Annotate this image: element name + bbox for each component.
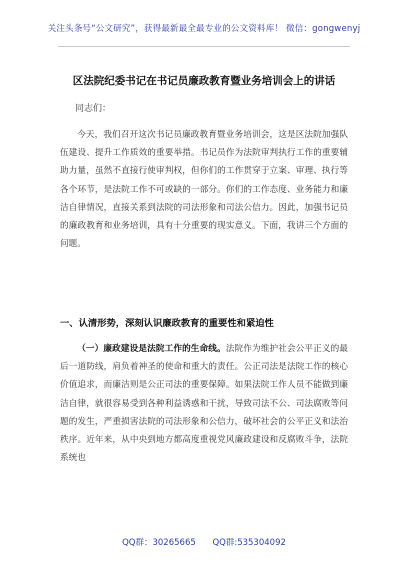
paragraph-body: 法院作为维护社会公平正义的最后一道防线，肩负着神圣的使命和重大的责任。公正司法是法院工作的核心价值追求，而廉洁则是公正司法的重要保障。如果法院工作人员不能做到廉洁自律，就很容易受到各种利益诱惑和干扰，导致司法不公、司法腐败等问题的发生，严重损害法院的司法形象和公信力，破坏社会的公平正义和法治秩序。近年来，从中央到地方都高度重视党风廉政建设和反腐败斗争，法院系统也 <box>60 344 348 464</box>
footer-contacts <box>0 536 408 548</box>
section-heading-1: 一、认清形势，深刻认识廉政教育的重要性和紧迫性 <box>60 318 274 329</box>
footer-qq-group-2: QQ群:535304092 <box>212 538 286 548</box>
header-note: 关注头条号“公文研究”，获得最新最全最专业的公文资料库！ 微信：gongwenyj <box>47 24 361 34</box>
paragraph-section-1-1 <box>60 340 348 467</box>
document-title: 区法院纪委书记在书记员廉政教育暨业务培训会上的讲话 <box>72 75 336 87</box>
header-divider <box>58 46 350 47</box>
paragraph-lead: （一）廉政建设是法院工作的生命线。 <box>77 344 226 354</box>
paragraph-intro: 今天，我们召开这次书记员廉政教育暨业务培训会，这是区法院加强队伍建设、提升工作质效的重要举措。书记员作为法院审判执行工作的重要辅助力量，虽然不直接行使审判权，但你们的工作贯穿于立案、审理、执行等各个环节，是法院工作不可或缺的一部分。你们的工作态度、业务能力和廉洁自律情况，直接关系到法院的司法形象和司法公信力。因此，加强书记员的廉政教育和业务培训，具有十分重要的现实意义。下面，我讲三个方面的问题。 <box>60 130 348 250</box>
salutation: 同志们： <box>75 104 112 114</box>
footer-qq-group-1: QQ群：30265665 <box>122 538 196 548</box>
